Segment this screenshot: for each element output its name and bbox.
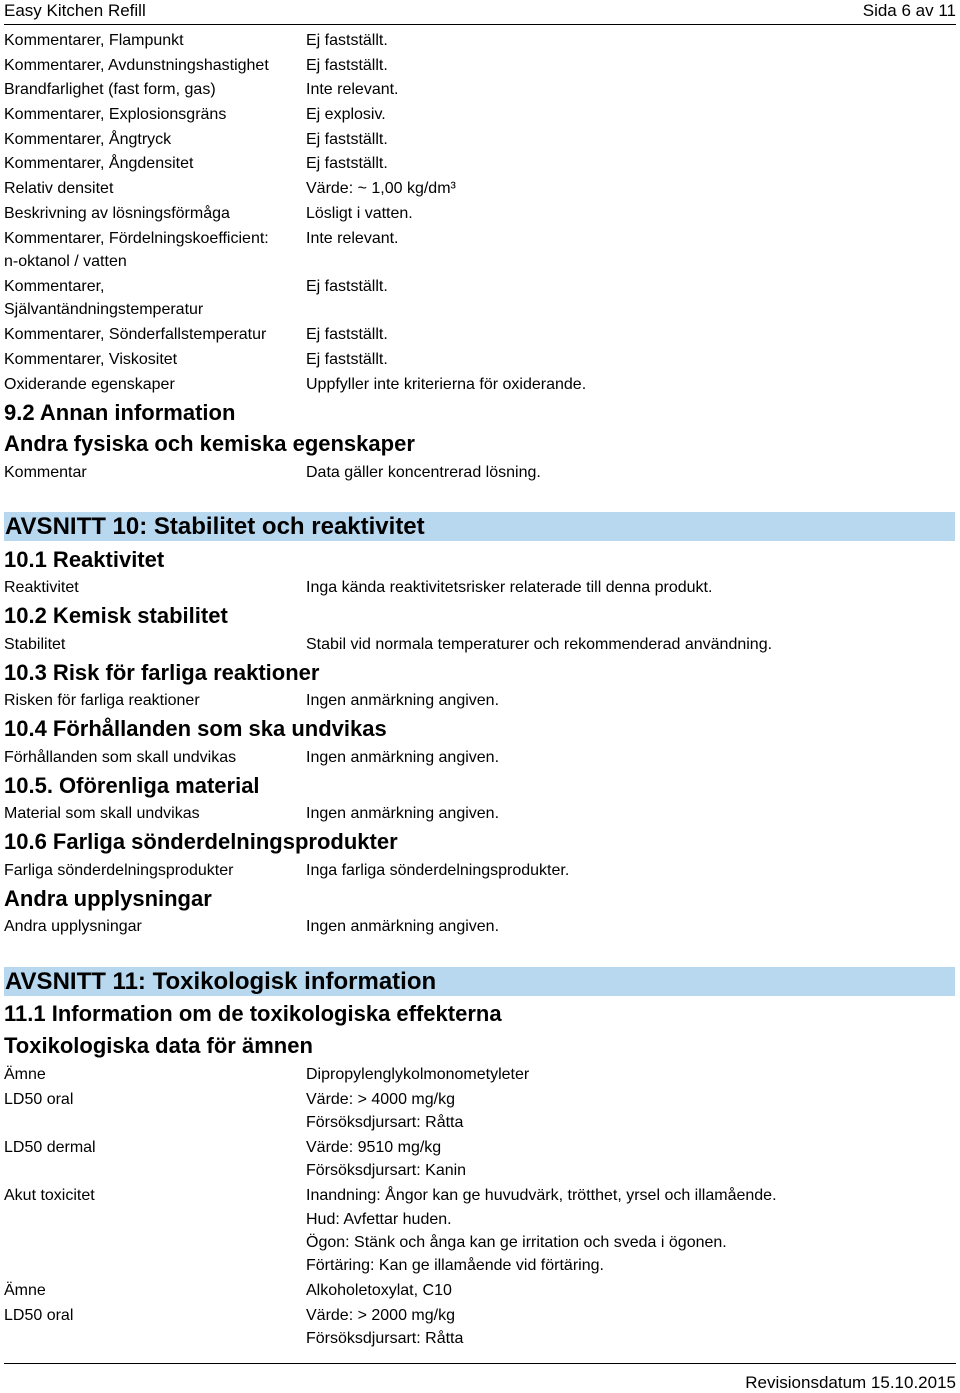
prop-label-vapour-density: Kommentarer, Ångdensitet [4, 155, 194, 172]
tox-label-ld50-oral-2: LD50 oral [4, 1307, 74, 1324]
tox-value-substance-1: Dipropylenglykolmonometyleter [306, 1066, 530, 1083]
reactivity-label: Reaktivitet [4, 579, 79, 596]
incompatible-materials-label: Material som skall undvikas [4, 805, 200, 822]
prop-value-decomposition: Ej fastställt. [306, 326, 388, 343]
conditions-avoid-value: Ingen anmärkning angiven. [306, 749, 500, 766]
heading-9-2: 9.2 Annan information [4, 400, 236, 425]
prop-value-viscosity: Ej fastställt. [306, 351, 388, 368]
tox-acute-skin: Hud: Avfettar huden. [306, 1211, 452, 1228]
prop-value-flammability: Inte relevant. [306, 81, 399, 98]
decomposition-products-value: Inga farliga sönderdelningsprodukter. [306, 862, 570, 879]
footer-divider [4, 1363, 956, 1364]
heading-10-5: 10.5. Oförenliga material [4, 773, 260, 798]
prop-value-vapour-pressure: Ej fastställt. [306, 131, 388, 148]
prop-value-autoignition: Ej fastställt. [306, 278, 388, 295]
other-info-value: Ingen anmärkning angiven. [306, 918, 500, 935]
heading-10-1: 10.1 Reaktivitet [4, 547, 165, 572]
subheading-tox-data: Toxikologiska data för ämnen [4, 1033, 313, 1058]
header-divider [4, 24, 956, 25]
hazardous-reactions-value: Ingen anmärkning angiven. [306, 692, 500, 709]
heading-10-6: 10.6 Farliga sönderdelningsprodukter [4, 829, 398, 854]
prop-value-partition-coefficient: Inte relevant. [306, 230, 399, 247]
heading-10-3: 10.3 Risk för farliga reaktioner [4, 660, 320, 685]
revision-date: Revisionsdatum 15.10.2015 [745, 1373, 956, 1392]
document-title: Easy Kitchen Refill [4, 1, 146, 20]
tox-label-ld50-oral-1: LD50 oral [4, 1091, 74, 1108]
tox-label-ld50-dermal: LD50 dermal [4, 1139, 96, 1156]
heading-10-4: 10.4 Förhållanden som ska undvikas [4, 716, 387, 741]
other-info-label: Andra upplysningar [4, 918, 142, 935]
section-10-header: AVSNITT 10: Stabilitet och reaktivitet [4, 512, 955, 541]
stability-value: Stabil vid normala temperaturer och rekommenderad användning. [306, 636, 773, 653]
prop-label-vapour-pressure: Kommentarer, Ångtryck [4, 131, 172, 148]
heading-other-info: Andra upplysningar [4, 886, 212, 911]
prop-label-autoignition-line2: Självantändningstemperatur [4, 301, 204, 318]
section-11-header: AVSNITT 11: Toxikologisk information [4, 967, 955, 996]
prop-value-vapour-density: Ej fastställt. [306, 155, 388, 172]
heading-11-1: 11.1 Information om de toxikologiska effekterna [4, 1001, 502, 1026]
prop-label-partition-coefficient: Kommentarer, Fördelningskoefficient: [4, 230, 269, 247]
tox-species-ld50-oral-2: Försöksdjursart: Råtta [306, 1330, 464, 1347]
heading-10-2: 10.2 Kemisk stabilitet [4, 603, 228, 628]
page-number: Sida 6 av 11 [862, 1, 956, 20]
prop-value-solubility: Lösligt i vatten. [306, 205, 413, 222]
incompatible-materials-value: Ingen anmärkning angiven. [306, 805, 500, 822]
prop-label-autoignition: Kommentarer, [4, 278, 105, 295]
comment-label: Kommentar [4, 464, 87, 481]
prop-label-partition-coefficient-line2: n-oktanol / vatten [4, 253, 127, 270]
stability-label: Stabilitet [4, 636, 66, 653]
prop-value-evaporation: Ej fastställt. [306, 57, 388, 74]
prop-label-flammability: Brandfarlighet (fast form, gas) [4, 81, 216, 98]
tox-value-ld50-dermal: Värde: 9510 mg/kg [306, 1139, 442, 1156]
prop-label-solubility: Beskrivning av lösningsförmåga [4, 205, 230, 222]
tox-label-acute: Akut toxicitet [4, 1187, 95, 1204]
tox-value-substance-2: Alkoholetoxylat, C10 [306, 1282, 452, 1299]
hazardous-reactions-label: Risken för farliga reaktioner [4, 692, 200, 709]
prop-label-viscosity: Kommentarer, Viskositet [4, 351, 178, 368]
prop-value-oxidizing: Uppfyller inte kriterierna för oxiderande. [306, 376, 587, 393]
tox-acute-inhalation: Inandning: Ångor kan ge huvudvärk, trötthet, yrsel och illamående. [306, 1187, 777, 1204]
tox-species-ld50-oral-1: Försöksdjursart: Råtta [306, 1114, 464, 1131]
prop-label-evaporation: Kommentarer, Avdunstningshastighet [4, 57, 269, 74]
tox-species-ld50-dermal: Försöksdjursart: Kanin [306, 1162, 467, 1179]
prop-label-decomposition: Kommentarer, Sönderfallstemperatur [4, 326, 267, 343]
prop-value-relative-density: Värde: ~ 1,00 kg/dm³ [306, 180, 456, 197]
tox-label-substance-2: Ämne [4, 1282, 46, 1299]
decomposition-products-label: Farliga sönderdelningsprodukter [4, 862, 234, 879]
tox-acute-eyes: Ögon: Stänk och ånga kan ge irritation och sveda i ögonen. [306, 1234, 727, 1251]
prop-label-explosion-limit: Kommentarer, Explosionsgräns [4, 106, 227, 123]
prop-label-flash-point: Kommentarer, Flampunkt [4, 32, 184, 49]
prop-label-relative-density: Relativ densitet [4, 180, 114, 197]
prop-value-flash-point: Ej fastställt. [306, 32, 388, 49]
comment-value: Data gäller koncentrerad lösning. [306, 464, 541, 481]
conditions-avoid-label: Förhållanden som skall undvikas [4, 749, 237, 766]
tox-acute-ingestion: Förtäring: Kan ge illamående vid förtäring. [306, 1257, 604, 1274]
prop-value-explosion-limit: Ej explosiv. [306, 106, 386, 123]
tox-label-substance-1: Ämne [4, 1066, 46, 1083]
prop-label-oxidizing: Oxiderande egenskaper [4, 376, 175, 393]
reactivity-value: Inga kända reaktivitetsrisker relaterade till denna produkt. [306, 579, 713, 596]
tox-value-ld50-oral-2: Värde: > 2000 mg/kg [306, 1307, 455, 1324]
subheading-other-properties: Andra fysiska och kemiska egenskaper [4, 431, 415, 456]
tox-value-ld50-oral-1: Värde: > 4000 mg/kg [306, 1091, 455, 1108]
